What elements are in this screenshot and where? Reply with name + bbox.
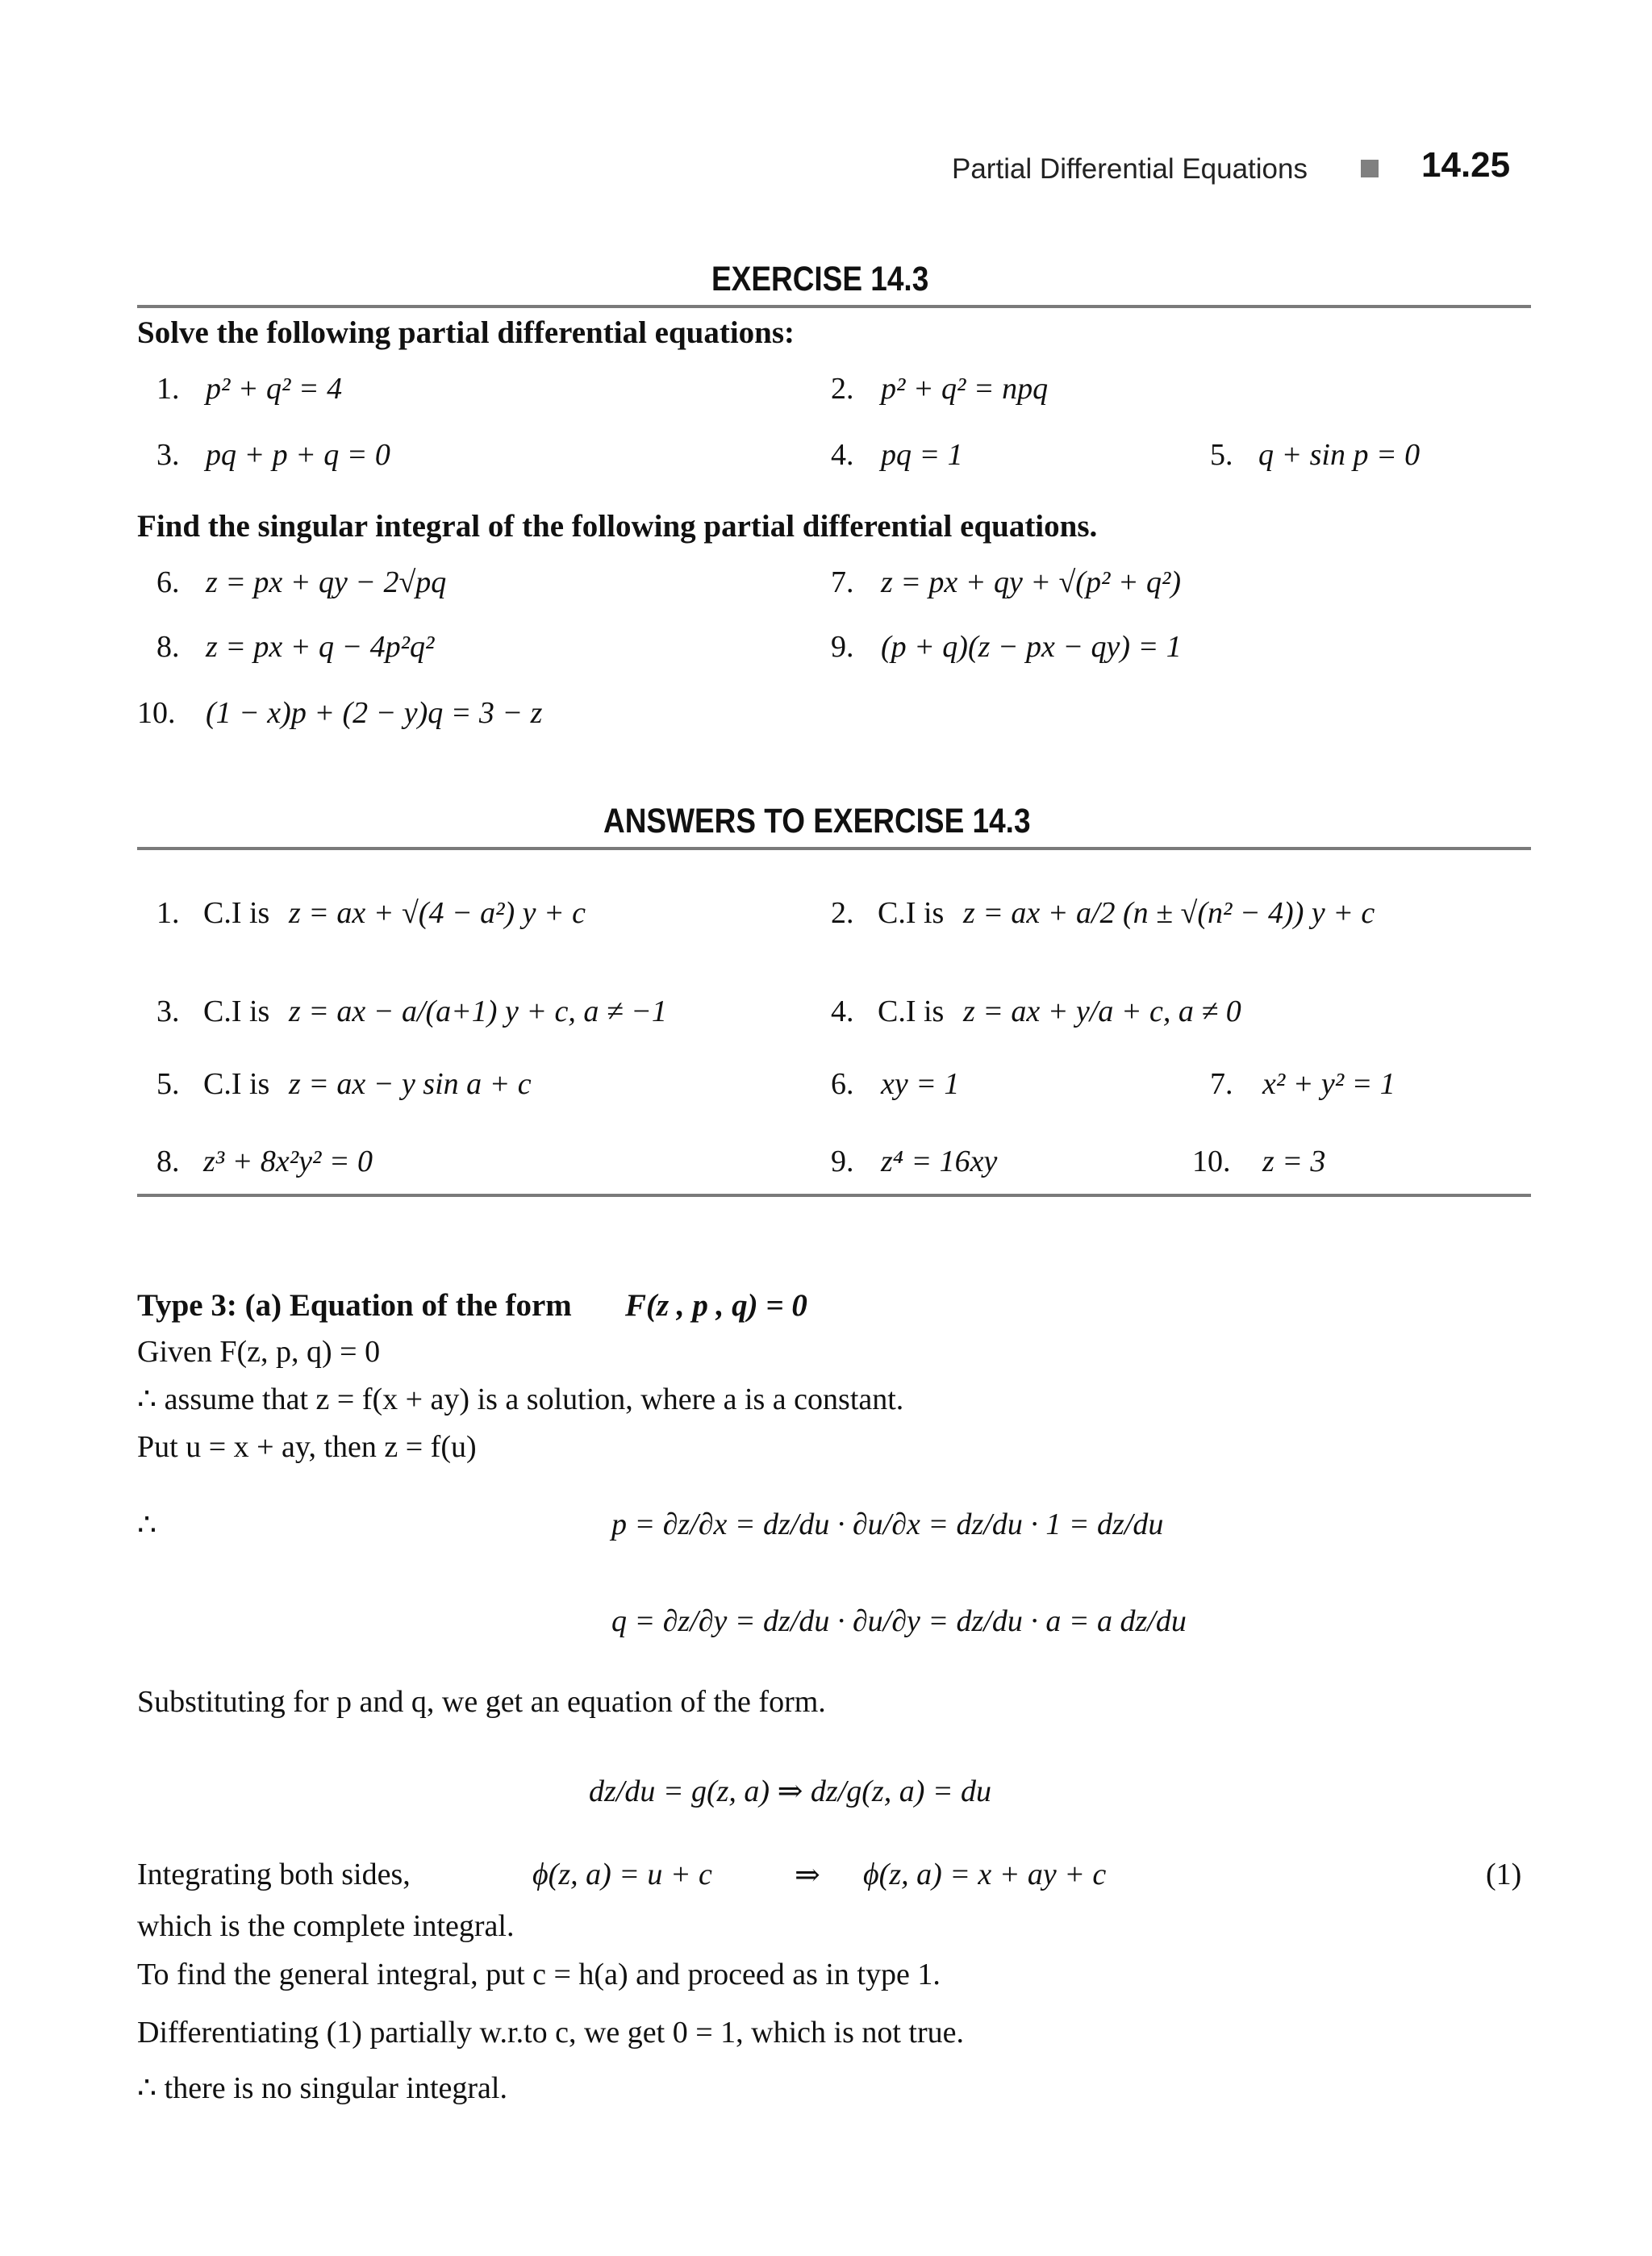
- answer-4-expression: z = ax + y/a + c, a ≠ 0: [963, 995, 1241, 1028]
- answer-2-expression: z = ax + a/2 (n ± √(n² − 4)) y + c: [963, 896, 1375, 930]
- p-equation: p = ∂z/∂x = dz/du · ∂u/∂x = dz/du · 1 = dz/du: [611, 1507, 1164, 1541]
- problem-2-expression: p² + q² = npq: [881, 372, 1049, 406]
- answer-2-number: 2.: [831, 896, 854, 930]
- answer-6-expression: xy = 1: [881, 1067, 960, 1101]
- answer-1-prefix: C.I is: [203, 896, 270, 930]
- problem-7-expression: z = px + qy + √(p² + q²): [881, 565, 1182, 599]
- answers-bottom-rule: [137, 1194, 1531, 1197]
- type3-heading-expression: F(z , p , q) = 0: [625, 1288, 807, 1323]
- substituting-line: Substituting for p and q, we get an equation of the form.: [137, 1685, 826, 1719]
- problem-4-expression: pq = 1: [881, 438, 963, 472]
- type3-assume: ∴ assume that z = f(x + ay) is a solution, where a is a constant.: [137, 1382, 904, 1416]
- type3-put: Put u = x + ay, then z = f(u): [137, 1430, 477, 1464]
- problem-4-number: 4.: [831, 438, 854, 472]
- problem-3-number: 3.: [156, 438, 180, 472]
- answer-9-expression: z⁴ = 16xy: [881, 1145, 998, 1178]
- answer-5-prefix: C.I is: [203, 1067, 270, 1101]
- header-square-icon: [1361, 160, 1379, 177]
- problem-10-number: 10.: [137, 696, 176, 730]
- answer-3-number: 3.: [156, 995, 180, 1028]
- integrating-equation-1: ϕ(z, a) = u + c: [532, 1858, 712, 1891]
- problem-8-number: 8.: [156, 630, 180, 664]
- answer-7-number: 7.: [1210, 1067, 1233, 1101]
- exercise-instruction-1: Solve the following partial differential equations:: [137, 315, 795, 350]
- answer-1-number: 1.: [156, 896, 180, 930]
- page-number: 14.25: [1421, 145, 1511, 185]
- type3-heading: Type 3: (a) Equation of the form: [137, 1288, 572, 1323]
- problem-2-number: 2.: [831, 372, 854, 406]
- answer-3-expression: z = ax − a/(a+1) y + c, a ≠ −1: [289, 995, 667, 1028]
- answer-4-number: 4.: [831, 995, 854, 1028]
- problem-6-expression: z = px + qy − 2√pq: [206, 565, 447, 599]
- answer-10-expression: z = 3: [1262, 1145, 1326, 1178]
- form-equation: dz/du = g(z, a) ⇒ dz/g(z, a) = du: [589, 1774, 992, 1808]
- answer-9-number: 9.: [831, 1145, 854, 1178]
- answer-5-number: 5.: [156, 1067, 180, 1101]
- answer-10-number: 10.: [1192, 1145, 1231, 1178]
- answer-5-expression: z = ax − y sin a + c: [289, 1067, 532, 1101]
- problem-3-expression: pq + p + q = 0: [206, 438, 390, 472]
- answer-6-number: 6.: [831, 1067, 854, 1101]
- q-equation: q = ∂z/∂y = dz/du · ∂u/∂y = dz/du · a = a dz/du: [611, 1604, 1187, 1638]
- answers-top-rule: [137, 847, 1531, 850]
- problem-5-expression: q + sin p = 0: [1258, 438, 1420, 472]
- problem-9-expression: (p + q)(z − px − qy) = 1: [881, 630, 1182, 664]
- answer-3-prefix: C.I is: [203, 995, 270, 1028]
- running-header-title: Partial Differential Equations: [952, 153, 1308, 185]
- integrating-label: Integrating both sides,: [137, 1858, 411, 1891]
- problem-6-number: 6.: [156, 565, 180, 599]
- answer-4-prefix: C.I is: [878, 995, 945, 1028]
- answer-7-expression: x² + y² = 1: [1262, 1067, 1395, 1101]
- therefore-symbol: ∴: [137, 1508, 157, 1542]
- problem-1-expression: p² + q² = 4: [206, 372, 343, 406]
- integrating-equation-2: ϕ(z, a) = x + ay + c: [863, 1858, 1107, 1891]
- problem-9-number: 9.: [831, 630, 854, 664]
- exercise-rule: [137, 305, 1531, 308]
- exercise-instruction-2: Find the singular integral of the following partial differential equations.: [137, 509, 1098, 544]
- problem-1-number: 1.: [156, 372, 180, 406]
- answer-1-expression: z = ax + √(4 − a²) y + c: [289, 896, 586, 930]
- differentiating-line: Differentiating (1) partially w.r.to c, we get 0 = 1, which is not true.: [137, 2016, 964, 2050]
- type3-given: Given F(z, p, q) = 0: [137, 1335, 381, 1369]
- answer-8-number: 8.: [156, 1145, 180, 1178]
- problem-5-number: 5.: [1210, 438, 1233, 472]
- answers-heading: ANSWERS TO EXERCISE 14.3: [603, 802, 1031, 840]
- equation-number: (1): [1486, 1858, 1522, 1891]
- no-singular-integral-line: ∴ there is no singular integral.: [137, 2071, 507, 2105]
- problem-7-number: 7.: [831, 565, 854, 599]
- general-integral-line: To find the general integral, put c = h(a) and proceed as in type 1.: [137, 1958, 941, 1991]
- problem-8-expression: z = px + q − 4p²q²: [206, 630, 435, 664]
- complete-integral-line: which is the complete integral.: [137, 1909, 515, 1943]
- answer-8-expression: z³ + 8x²y² = 0: [203, 1145, 373, 1178]
- problem-10-expression: (1 − x)p + (2 − y)q = 3 − z: [206, 696, 543, 730]
- implies-symbol: ⇒: [795, 1858, 820, 1892]
- answer-2-prefix: C.I is: [878, 896, 945, 930]
- exercise-heading: EXERCISE 14.3: [711, 260, 929, 298]
